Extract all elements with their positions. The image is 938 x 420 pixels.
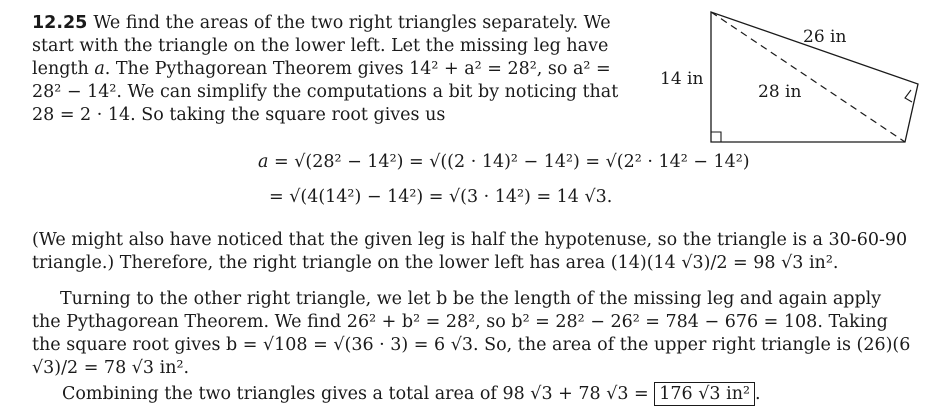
intro-text: We find the areas of the two right triangles separately. We start with the triangle on the lower left. Let the missing leg have length [32, 13, 611, 79]
boxed-answer: 176 √3 in² [654, 382, 755, 406]
label-28-in: 28 in [758, 82, 802, 102]
variable-a: a [94, 59, 105, 79]
equation-line-2 [269, 186, 612, 209]
final-answer-line [62, 382, 761, 406]
equation-1-body: √(28² − 14²) = √((2 · 14)² − 14²) = √(2² · 14² − 14²) [294, 152, 750, 172]
final-text: Combining the two triangles gives a total area of 98 √3 + 78 √3 = [62, 384, 649, 404]
solution-paragraph-3: Turning to the other right triangle, we let b be the length of the missing leg and again apply the Pythagorean Theorem. We find 26² + b² = 28², so b² = 28² − 26² = 784 − 676 = 108. Taking the square root gives b = √108 = √(36 · 3) = 6 √3. So, the area of the upper right triangle is (26)(6 √3)/2 = 78 √3 in². [32, 289, 911, 378]
right-angle-marker-upper [905, 90, 912, 102]
solution-paragraph-1 [32, 12, 642, 127]
equation-2-body: = √(4(14²) − 14²) = √(3 · 14²) = 14 √3. [269, 187, 613, 207]
final-period: . [754, 384, 761, 404]
pythagorean-text: . The Pythagorean Theorem gives 14² + a² = 28², so a² = 28² − 14². We can simplify the computations a bit by noticing that 28 = 2 · 14. So taking the square root gives us [32, 59, 619, 125]
problem-number: 12.25 [32, 13, 88, 33]
equation-lhs: a = [258, 152, 289, 172]
label-14-in: 14 in [660, 69, 704, 89]
label-26-in: 26 in [803, 27, 847, 47]
triangle-figure [648, 8, 928, 148]
solution-paragraph-2: (We might also have noticed that the given leg is half the hypotenuse, so the triangle is a 30-60-90 triangle.) Therefore, the right triangle on the lower left has area (14)(14 √3)/2 = 98 √3 in². [32, 230, 908, 273]
right-angle-marker-lower [711, 132, 721, 142]
equation-line-1 [258, 151, 750, 174]
